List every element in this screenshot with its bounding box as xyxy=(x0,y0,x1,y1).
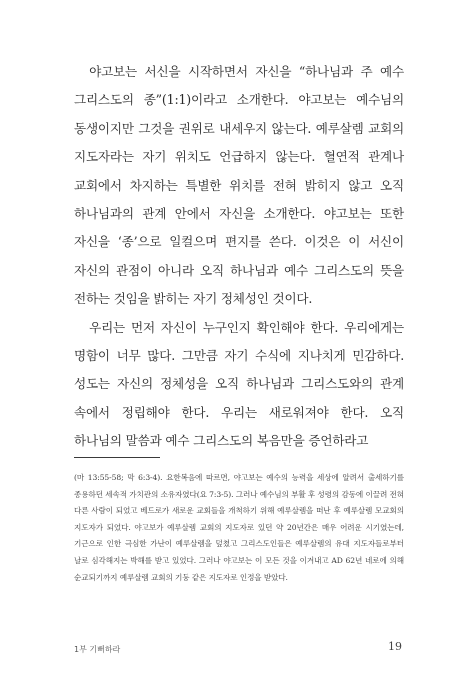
body-paragraph-1: 야고보는 서신을 시작하면서 자신을 “하나님과 주 예수 그리스도의 종”(1:1)이라고 소개한다. 야고보는 예수님의 동생이지만 그것을 권위로 내세우지 않는다. 예루살렘 교회의 지도자라는 자기 위치도 언급하지 않는다. 혈연적 관계나 교회에서 차지하는 특별한 위치를 전혀 밝히지 않고 오직 하나님과의 관계 안에서 자신을 소개한다. 야고보는 또한 자신을 ‘종’으로 일컬으며 편지를 쓴다. 이것은 이 서신이 자신의 관점이 아니라 오직 하나님과 예수 그리스도의 뜻을 전하는 것임을 밝히는 자기 정체성인 것이다. xyxy=(74,64,404,307)
body-text xyxy=(74,58,404,456)
page-number: 19 xyxy=(388,640,402,653)
running-footer-section: 1부 기뻐하라 xyxy=(74,645,121,654)
footnote-divider xyxy=(74,457,160,458)
footnote: (마 13:55-58; 막 6:3-4). 요한복음에 따르면, 야고보는 예수의 능력을 세상에 알려서 출세하기를 종용하던 세속적 가치관의 소유자였다(요 7:3-5). 그러나 예수님의 부활 후 성령의 감동에 이끌려 전혀 다른 사람이 되었고 베드로가 새로운 교회들을 개척하기 위해 예루살렘을 떠난 후 예루살렘 모교회의 지도자가 되었다. 야고보가 예루살렘 교회의 지도자로 있던 약 20년간은 매우 어려운 시기였는데, 기근으로 인한 극심한 가난이 예루살렘을 덮쳤고 그리스도인들은 예루살렘의 유대 지도자들로부터 날로 심각해지는 박해를 받고 있었다. 그러나 야고보는 이 모든 것을 이겨내고 AD 62년 네로에 의해 순교되기까지 예루살렘 교회의 기둥 같은 지도자로 인정을 받았다. xyxy=(74,473,404,582)
body-paragraph-2: 우리는 먼저 자신이 누구인지 확인해야 한다. 우리에게는 명함이 너무 많다. 그만큼 자기 수식에 지나치게 민감하다. 성도는 자신의 정체성을 오직 하나님과 그리스도와의 관계 속에서 정립해야 한다. 우리는 새로워져야 한다. 오직 하나님의 말씀과 예수 그리스도의 복음만을 증언하라고 xyxy=(74,319,404,449)
